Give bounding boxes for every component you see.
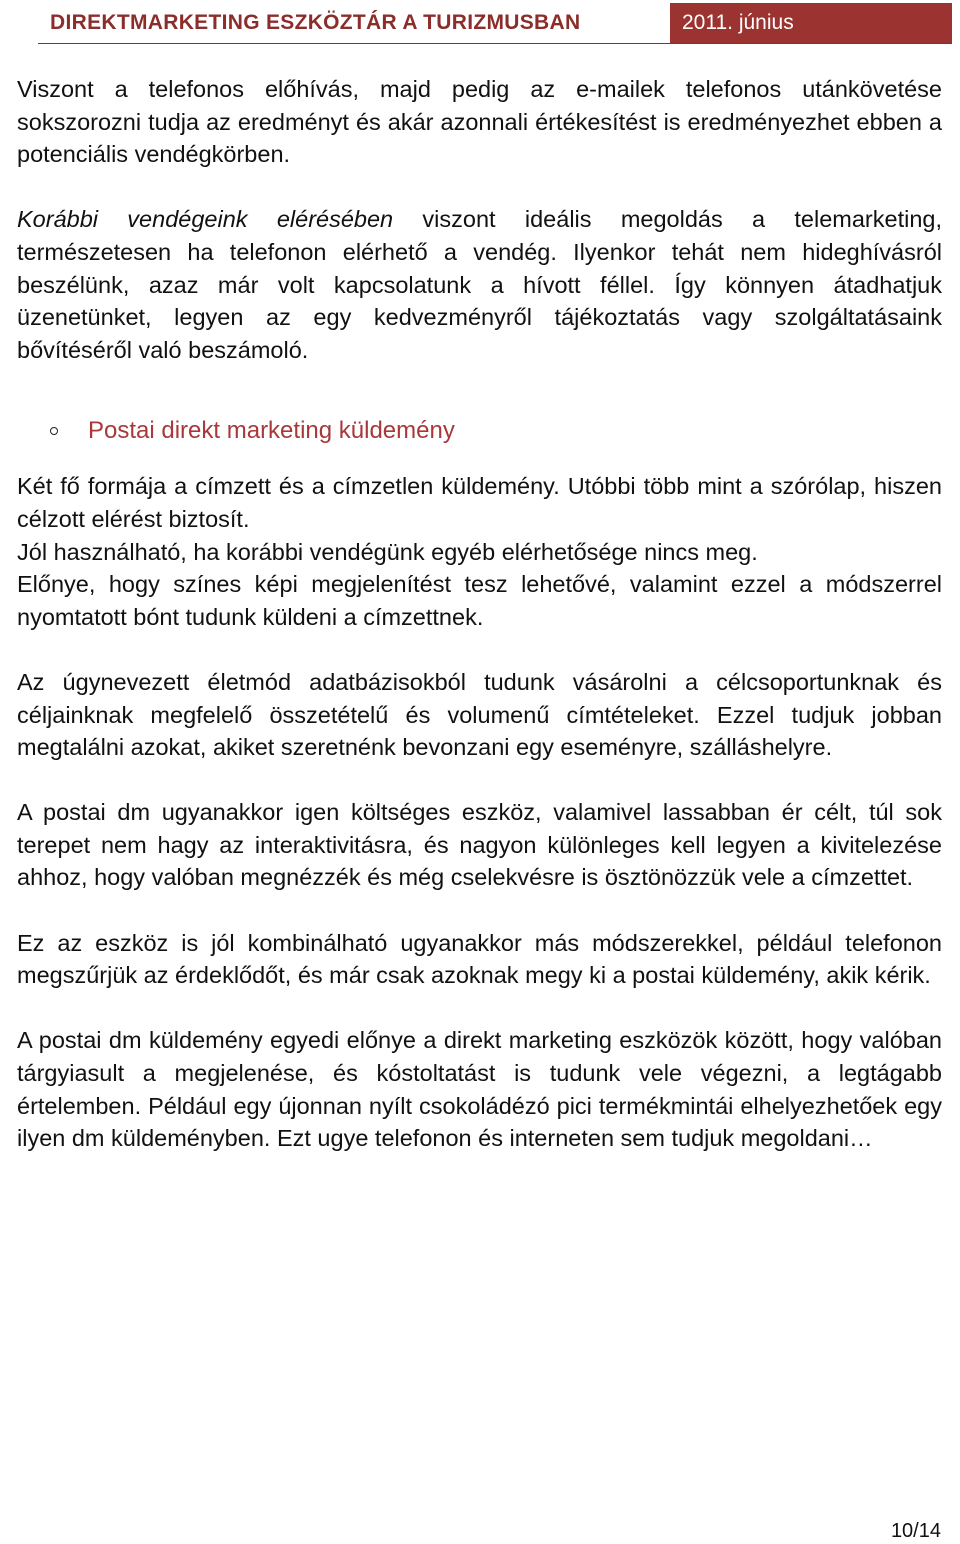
paragraph-usability: Jól használható, ha korábbi vendégünk egyéb elérhetősége nincs meg. bbox=[17, 538, 758, 565]
paragraph-advantage: Előnye, hogy színes képi megjelenítést tesz lehetővé, valamint ezzel a módszerrel nyomtatott bónt tudunk küldeni a címzettnek. bbox=[17, 571, 942, 630]
document-date: 2011. június bbox=[670, 3, 952, 43]
page-number: 10/14 bbox=[890, 1520, 941, 1542]
paragraph-telemarketing bbox=[17, 203, 942, 366]
paragraph-telemarketing-text: viszont ideális megoldás a telemarketing, természetesen ha telefonon elérhető a vendég. Ilyenkor tehát nem hideghívásról beszélünk, azaz már volt kapcsolatunk a hívott féllel. Így könnyen átadhatjuk üzenetünket, legyen az egy kedvezményről tájékoztatás vagy szolgáltatásaink bővítéséről való beszámoló. bbox=[17, 206, 942, 363]
paragraph-forms: Két fő formája a címzett és a címzetlen küldemény. Utóbbi több mint a szórólap, hiszen célzott elérést biztosít. bbox=[17, 473, 942, 532]
paragraph-unique-advantage: A postai dm küldemény egyedi előnye a direkt marketing eszközök között, hogy valóban tárgyiasult a megjelenése, és kóstoltatást is tudunk vele végezni, a legtágabb értelemben. Például egy újonnan nyílt csokoládézó pici termékmintái elhelyezhetőek egy ilyen dm küldeményben. Ezt ugye telefonon és interneten sem tudjuk megoldani… bbox=[17, 1027, 942, 1152]
section-heading: Postai direkt marketing küldemény bbox=[88, 417, 455, 445]
paragraph-lifestyle-databases: Az úgynevezett életmód adatbázisokból tudunk vásárolni a célcsoportunknak és céljainknak megfelelő összetételű és volumenű címtételeket. Ezzel tudjuk jobban megtalálni azokat, akiket szeretnénk bevonzani egy eseményre, szálláshelyre. bbox=[17, 668, 942, 761]
page-header bbox=[38, 3, 952, 44]
bullet-icon bbox=[50, 427, 58, 435]
page-content bbox=[17, 73, 942, 1155]
emphasis-previous-guests: Korábbi vendégeink elérésében bbox=[17, 206, 394, 233]
paragraph-combination: Ez az eszköz is jól kombinálható ugyanakkor más módszerekkel, például telefonon megszűrjük az érdeklődőt, és már csak azoknak megy ki a postai küldemény, akik kérik. bbox=[17, 929, 942, 989]
paragraph-telephone-followup: Viszont a telefonos előhívás, majd pedig az e-mailek telefonos utánkövetése sokszorozni tudja az eredményt és akár azonnali értékesítést is eredményezhet ebben a potenciális vendégkörben. bbox=[17, 76, 942, 168]
paragraph-costs: A postai dm ugyanakkor igen költséges eszköz, valamivel lassabban ér célt, túl sok terepet nem hagy az interaktivitásra, és nagyon különleges kell legyen a kivitelezése ahhoz, hogy valóban megnézzék és még cselekvésre is ösztönözzük vele a címzettet. bbox=[17, 799, 942, 891]
document-title: DIREKTMARKETING ESZKÖZTÁR A TURIZMUSBAN bbox=[38, 3, 670, 43]
section-bullet bbox=[17, 414, 942, 448]
